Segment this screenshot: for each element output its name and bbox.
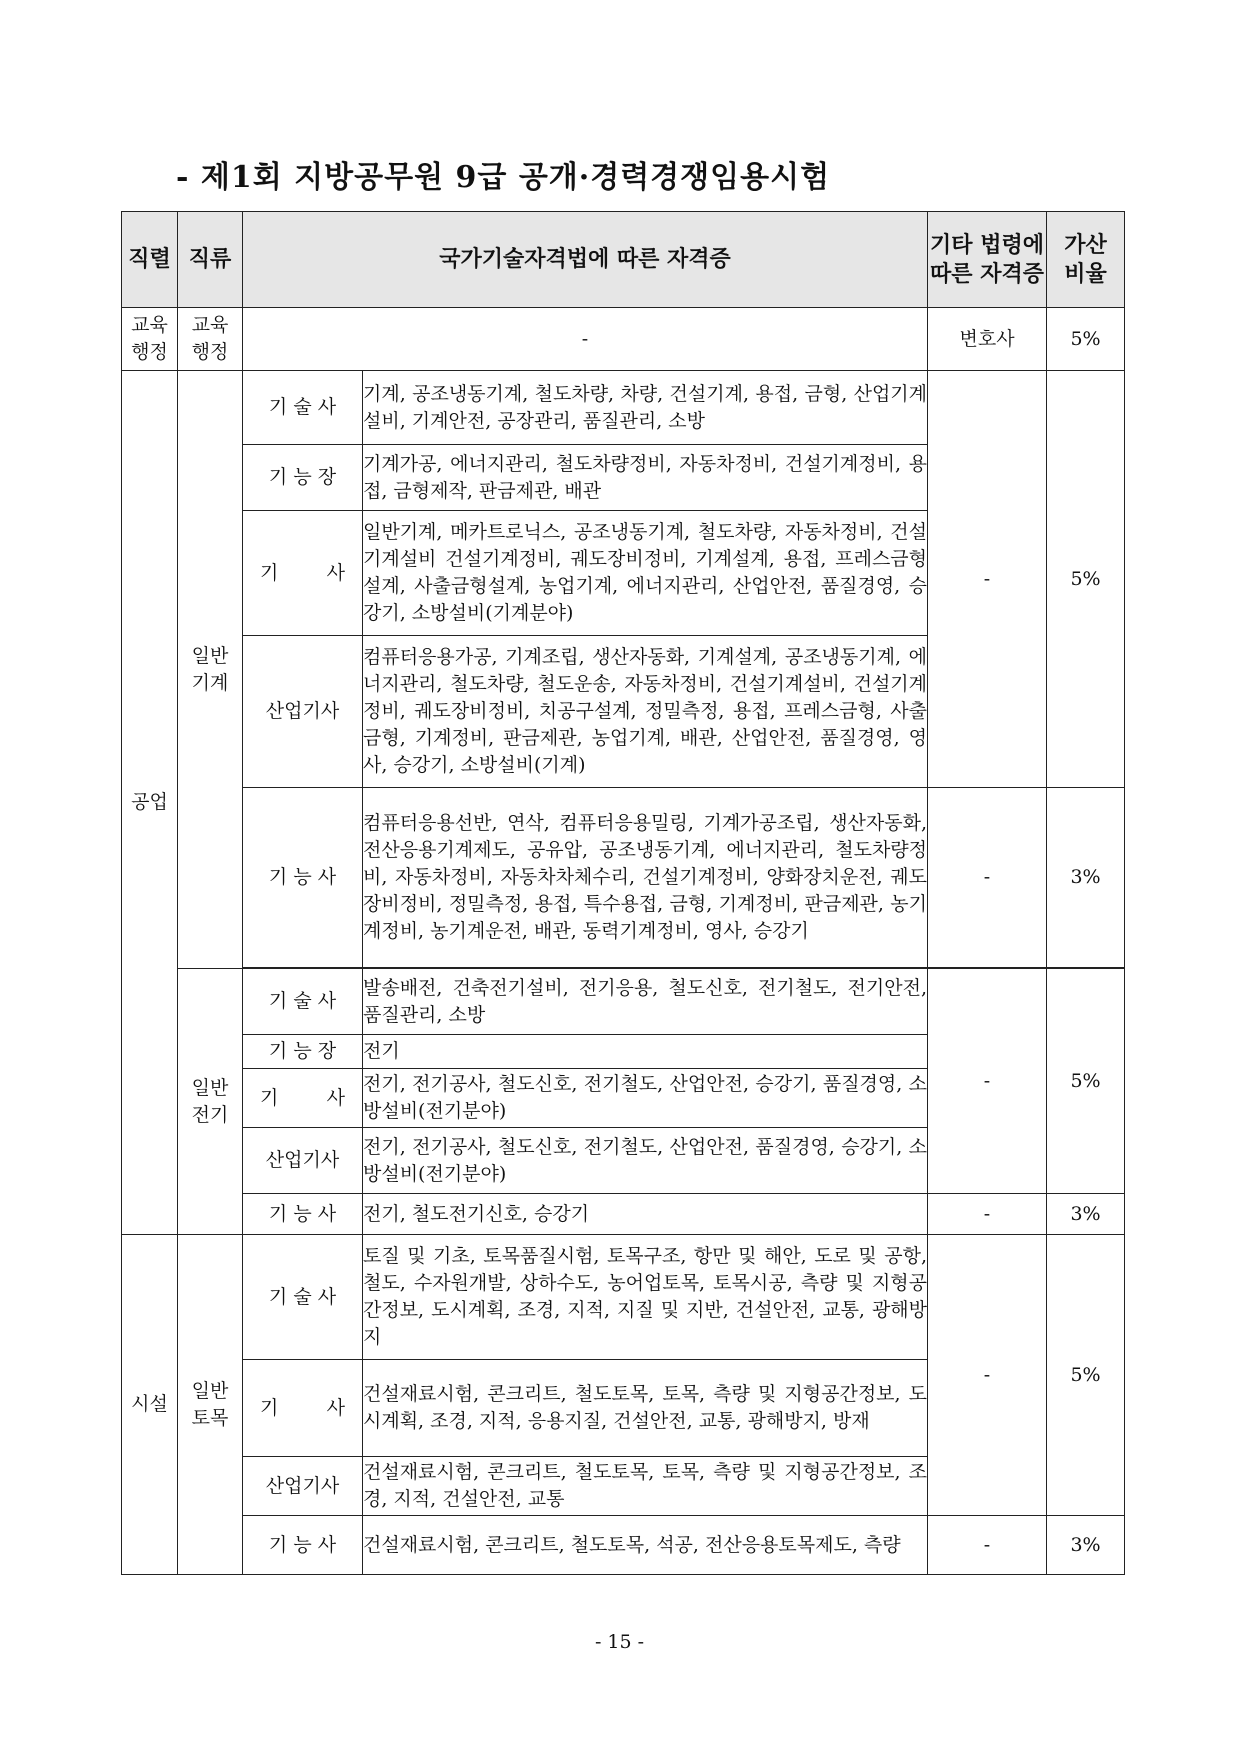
cert-cell: 컴퓨터응용가공, 기계조립, 생산자동화, 기계설계, 공조냉동기계, 에너지관리, 철도차량, 철도운송, 자동차정비, 건설기계설비, 건설기계정비, 궤도장비정비, 치공구설계, 정밀측정, 용접, 프레스금형, 사출금형, 기계정비, 판금제관, 농업기계, 배관, 산업안전, 품질경영, 영사, 승강기, 소방설비(기계) xyxy=(363,636,928,788)
rate-cell: 5% xyxy=(1047,1235,1125,1516)
level-cell: 기 능 사 xyxy=(243,1516,363,1575)
level-cell: 기 능 장 xyxy=(243,445,363,511)
level-cell: 기 술 사 xyxy=(243,1235,363,1360)
level-cell: 산업기사 xyxy=(243,636,363,788)
level-cell: 기 사 xyxy=(243,1360,363,1457)
level-cell: 기 능 사 xyxy=(243,788,363,968)
cert-cell: 전기 xyxy=(363,1035,928,1069)
class-cell: 일반 전기 xyxy=(178,969,243,1235)
other-cert-cell: - xyxy=(928,371,1047,788)
cert-cell: 기계, 공조냉동기계, 철도차량, 차량, 건설기계, 용접, 금형, 산업기계설비, 기계안전, 공장관리, 품질관리, 소방 xyxy=(363,371,928,445)
level-cell: 기 능 장 xyxy=(243,1035,363,1069)
cert-cell: 전기, 전기공사, 철도신호, 전기철도, 산업안전, 품질경영, 승강기, 소방설비(전기분야) xyxy=(363,1128,928,1194)
certificate-table xyxy=(121,211,1125,1575)
table-row xyxy=(122,969,1125,1035)
table-row xyxy=(122,308,1125,371)
class-cell: 일반 기계 xyxy=(178,371,243,969)
other-cert-cell: - xyxy=(928,1516,1047,1575)
table-row xyxy=(122,1516,1125,1575)
cert-cell: 토질 및 기초, 토목품질시험, 토목구조, 항만 및 해안, 도로 및 공항, 철도, 수자원개발, 상하수도, 농어업토목, 토목시공, 측량 및 지형공간정보, 도시계획, 조경, 지적, 지질 및 지반, 건설안전, 교통, 광해방지 xyxy=(363,1235,928,1360)
rate-cell: 3% xyxy=(1047,788,1125,968)
series-cell: 시설 xyxy=(122,1235,178,1575)
rate-cell: 3% xyxy=(1047,1516,1125,1575)
level-cell: 기 능 사 xyxy=(243,1194,363,1235)
header-class: 직류 xyxy=(178,212,243,308)
rate-cell: 3% xyxy=(1047,1194,1125,1235)
table-row xyxy=(122,788,1125,968)
level-cell: 기 사 xyxy=(243,511,363,636)
page-title: - 제1회 지방공무원 9급 공개·경력경쟁임용시험 xyxy=(176,160,831,195)
cert-cell: 전기, 철도전기신호, 승강기 xyxy=(363,1194,928,1235)
header-national-cert: 국가기술자격법에 따른 자격증 xyxy=(243,212,928,308)
page-number: - 15 - xyxy=(594,1631,645,1653)
cert-cell: 발송배전, 건축전기설비, 전기응용, 철도신호, 전기철도, 전기안전, 품질관리, 소방 xyxy=(363,969,928,1035)
series-cell: 공업 xyxy=(122,371,178,1235)
table-row xyxy=(122,1235,1125,1360)
cert-cell: 기계가공, 에너지관리, 철도차량정비, 자동차정비, 건설기계정비, 용접, 금형제작, 판금제관, 배관 xyxy=(363,445,928,511)
level-cell: 기 술 사 xyxy=(243,371,363,445)
other-cert-cell: - xyxy=(928,1235,1047,1516)
level-cell: 산업기사 xyxy=(243,1457,363,1516)
header-bonus-rate: 가산 비율 xyxy=(1047,212,1125,308)
header-other-cert: 기타 법령에 따른 자격증 xyxy=(928,212,1047,308)
other-cert-cell: - xyxy=(928,969,1047,1194)
table-row xyxy=(122,1194,1125,1235)
cert-cell: 전기, 전기공사, 철도신호, 전기철도, 산업안전, 승강기, 품질경영, 소방설비(전기분야) xyxy=(363,1069,928,1128)
series-cell: 교육 행정 xyxy=(122,308,178,371)
level-cell: 기 사 xyxy=(243,1069,363,1128)
cert-cell: 건설재료시험, 콘크리트, 철도토목, 석공, 전산응용토목제도, 측량 xyxy=(363,1516,928,1575)
cert-cell: 컴퓨터응용선반, 연삭, 컴퓨터응용밀링, 기계가공조립, 생산자동화, 전산응용기계제도, 공유압, 공조냉동기계, 에너지관리, 철도차량정비, 자동차정비, 자동차차체수리, 건설기계정비, 양화장치운전, 궤도장비정비, 정밀측정, 용접, 특수용접, 금형, 기계정비, 판금제관, 농기계정비, 농기계운전, 배관, 동력기계정비, 영사, 승강기 xyxy=(363,788,928,968)
class-cell: 교육 행정 xyxy=(178,308,243,371)
cert-cell: 일반기계, 메카트로닉스, 공조냉동기계, 철도차량, 자동차정비, 건설기계설비 건설기계정비, 궤도장비정비, 기계설계, 용접, 프레스금형설계, 사출금형설계, 농업기계, 에너지관리, 산업안전, 품질경영, 승강기, 소방설비(기계분야) xyxy=(363,511,928,636)
level-cell: 산업기사 xyxy=(243,1128,363,1194)
cert-cell: - xyxy=(243,308,928,371)
table-row xyxy=(122,371,1125,445)
table-header-row xyxy=(122,212,1125,308)
other-cert-cell: - xyxy=(928,788,1047,968)
class-cell: 일반 토목 xyxy=(178,1235,243,1575)
header-series: 직렬 xyxy=(122,212,178,308)
rate-cell: 5% xyxy=(1047,308,1125,371)
other-cert-cell: - xyxy=(928,1194,1047,1235)
other-cert-cell: 변호사 xyxy=(928,308,1047,371)
cert-cell: 건설재료시험, 콘크리트, 철도토목, 토목, 측량 및 지형공간정보, 조경, 지적, 건설안전, 교통 xyxy=(363,1457,928,1516)
level-cell: 기 술 사 xyxy=(243,969,363,1035)
rate-cell: 5% xyxy=(1047,969,1125,1194)
cert-cell: 건설재료시험, 콘크리트, 철도토목, 토목, 측량 및 지형공간정보, 도시계획, 조경, 지적, 응용지질, 건설안전, 교통, 광해방지, 방재 xyxy=(363,1360,928,1457)
rate-cell: 5% xyxy=(1047,371,1125,788)
